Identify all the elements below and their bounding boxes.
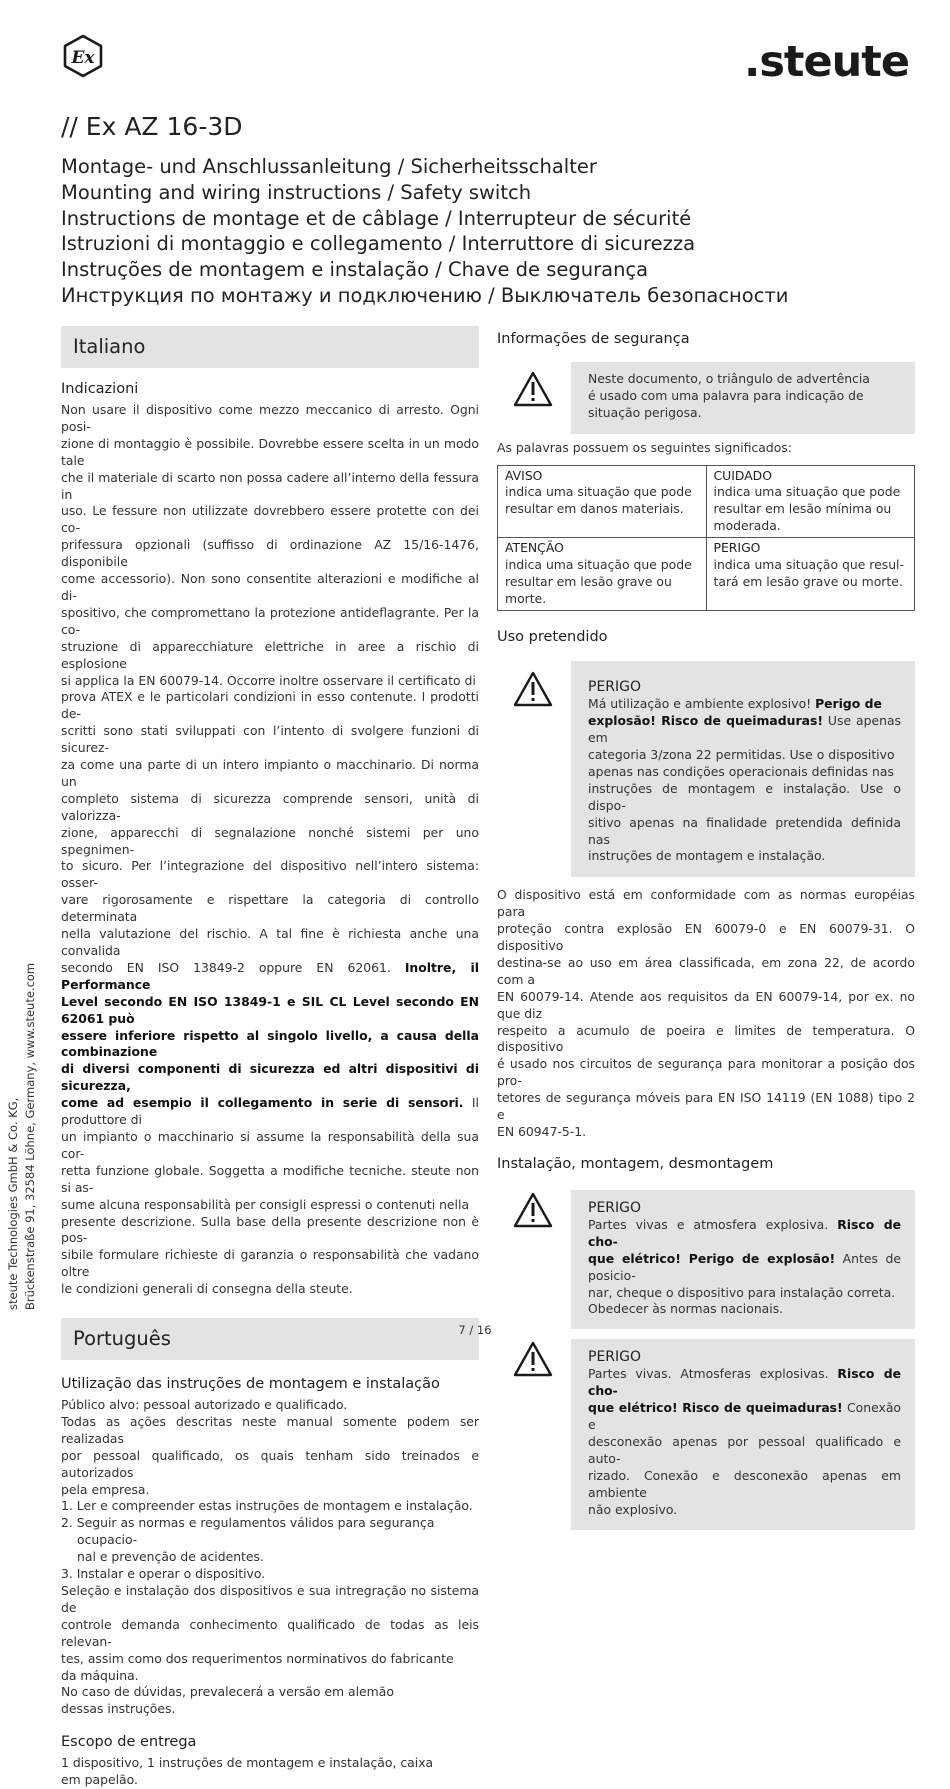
text-line [588,1217,901,1251]
text-line [588,1251,901,1285]
bold-span: Risco de cho- [588,1366,901,1399]
text-line: zione di montaggio è possibile. Dovrebbe essere scelta in un modo tale [61,435,479,468]
safety-info-title: Informações de segurança [497,331,690,347]
bold-span: di diversi componenti di sicurezza ed altri dispositivi di sicurezza, [61,1061,479,1094]
subtitle-fr: Instructions de montage et de câblage / Interrupteur de sécurité [61,206,692,230]
text-line: scritti sono stati sviluppati con l’intento di svolgere funzioni di sicurez- [61,723,479,756]
text-line: é usado nos circuitos de segurança para monitorar a posição dos pro- [497,1056,915,1089]
meanings-label: As palavras possuem os seguintes significados: [497,439,792,455]
bold-span: Inoltre, il Performance [61,959,479,992]
text-line: retta funzione globale. Soggetta a modifiche tecniche. steute non si as- [61,1162,479,1195]
text-line [61,960,479,994]
text-line: instruções de montagem e instalação. [588,848,826,864]
text-line: Todas as ações descritas neste manual somente podem ser realizadas [61,1413,479,1446]
bold-span: essere inferiore rispetto al singolo livello, a causa della combinazione [61,1027,479,1060]
italiano-heading: Italiano [61,326,479,368]
intended-use-title: Uso pretendido [497,629,608,646]
text-line: un impianto o macchinario si assume la responsabilità della sua cor- [61,1128,479,1161]
list-item: 2. Seguir as normas e regulamentos válidos para segurança ocupacio- nal e prevenção de acidentes. [61,1515,435,1565]
indicazioni-title: Indicazioni [61,381,139,397]
signal-word: PERIGO [588,679,642,696]
subtitle-de: Montage- und Anschlussanleitung / Sicherheitsschalter [61,155,597,178]
text-line: indica uma situação que resul- [713,557,904,573]
bold-span: Risco de cho- [588,1216,901,1249]
text-line: Obedecer às normas nacionais. [588,1301,784,1317]
text-line: resultar em lesão grave ou [505,573,672,589]
text-line: indica uma situação que pode [713,484,901,500]
signal-word: PERIGO [588,1349,642,1366]
text-span: Antes de posicio- [588,1250,901,1283]
text-line: che il materiale di scarto non possa cadere all’interno della fessura in [61,469,479,502]
ex-hexagon-logo-icon [61,34,105,78]
text-line: struzione di apparecchiature elettriche in aree a rischio di esplosione [61,638,479,671]
text-line [588,696,901,713]
warning-triangle-icon [513,1192,553,1228]
installation-title: Instalação, montagem, desmontagem [497,1155,774,1172]
bold-span: que elétrico! Risco de queimaduras! [588,1400,843,1416]
svg-text:Ex: Ex [71,48,95,68]
text-line: uso. Le fessure non utilizzate dovrebbero essere protette con dei co- [61,503,479,536]
scope-text [61,1755,479,1789]
bold-span: Level secondo EN ISO 13849-1 e SIL CL Level secondo EN 62061 può [61,993,479,1026]
table-cell-aviso [498,465,707,538]
table-cell-perigo [706,538,915,611]
text-line: za come una parte di un intero impianto o macchinario. Di norma un [61,757,479,789]
text-line: em papelão. [61,1772,138,1788]
text-line: O dispositivo está em conformidade com as normas européias para [497,887,915,920]
text-line: spositivo, che compromettano la protezione antideflagrante. Per la co- [61,604,479,637]
signal-word: CUIDADO [713,467,772,483]
text-line: moderada. [713,517,781,533]
subtitle-list [61,154,941,309]
text-span: secondo EN ISO 13849-2 oppure EN 62061. [61,959,405,975]
subtitle-it: Istruzioni di montaggio e collegamento / Interruttore di sicurezza [61,232,696,256]
text-line [588,1366,901,1400]
text-line: si applica la EN 60079-14. Occorre inoltre osservare il certificato di [61,672,476,688]
text-line: por pessoal qualificado, os quais tenham sido treinados e autorizados [61,1447,479,1480]
text-line: é usado com uma palavra para indicação de [588,387,864,403]
table-row [498,538,915,611]
text-line: categoria 3/zona 22 permitidas. Use o dispositivo [588,746,895,762]
subtitle-ru: Инструкция по монтажу и подключению / Выключатель безопасности [61,283,789,307]
text-line: come accessorio). Non sono consentite alterazioni e modifiche al di- [61,571,479,603]
text-line: le condizioni generali di consegna della steute. [61,1281,353,1297]
text-line: não explosivo. [588,1501,678,1517]
usage-title: Utilização das instruções de montagem e instalação [61,1376,440,1393]
text-line [61,1095,479,1129]
text-line: resultar em danos materiais. [505,501,684,517]
text-line: instruções de montagem e instalação. Use o dispo- [588,780,901,813]
text-line: sitivo apenas na finalidade pretendida definida nas [588,814,901,847]
conformity-text [497,887,915,1141]
text-line: resultar em lesão mínima ou [713,501,892,517]
text-line: da máquina. [61,1667,139,1683]
text-line: EN 60079-14. Atende aos requisitos da EN 60079-14, por ex. no que diz [497,988,915,1021]
text-line: Seleção e instalação dos dispositivos e sua intregração no sistema de [61,1583,479,1615]
right-column [497,330,915,1530]
portugues-heading: Português [61,1318,479,1360]
text-line: situação perigosa. [588,404,702,420]
bold-span: come ad esempio il collegamento in serie di sensori. [61,1095,464,1111]
text-line: nar, cheque o dispositivo para instalação correta. [588,1284,896,1300]
bold-span: explosão! Risco de queimaduras! [588,713,823,729]
signal-word: PERIGO [713,540,761,556]
table-row [498,465,915,538]
text-line: indica uma situação que pode [505,484,692,500]
text-line: nella valutazione del rischio. A tal fine è richiesta anche una convalida [61,926,479,958]
text-line: 1 dispositivo, 1 instruções de montagem e instalação, caixa [61,1755,434,1771]
signal-words-table [497,465,915,612]
safety-intro-box [571,362,915,434]
list-item: 1. Ler e compreender estas instruções de montagem e instalação. [61,1498,473,1514]
text-span: Partes vivas e atmosfera explosiva. [588,1216,838,1232]
company-street: Brückenstraße 91, 32584 Löhne, Germany, www.steute.com [23,962,37,1310]
text-line: rizado. Conexão e desconexão apenas em ambiente [588,1467,901,1500]
usage-text [61,1397,479,1718]
page-number: 7 / 16 [458,1323,492,1337]
subtitle-pt: Instruções de montagem e instalação / Chave de segurança [61,258,649,282]
warning-triangle-icon [513,671,553,707]
subtitle-en: Mounting and wiring instructions / Safety switch [61,180,532,204]
text-line: presente descrizione. Sulla base della presente descrizione non è pos- [61,1213,479,1246]
indicazioni-text [61,402,479,1298]
warning-triangle-icon [513,1341,553,1377]
text-line: completo sistema di sicurezza comprende sensori, unità di valorizza- [61,790,479,823]
text-line: respeito a acumulo de poeira e limites de temperatura. O dispositivo [497,1022,915,1055]
table-cell-atencao [498,538,707,611]
text-line: prifessura opzionali (suffisso di ordinazione AZ 15/16-1476, disponibile [61,537,479,570]
brand-logo: .steute [744,37,909,87]
text-line: EN 60947-5-1. [497,1124,587,1139]
text-line: Neste documento, o triângulo de advertência [588,371,870,386]
intended-use-warning [571,661,915,877]
text-line: destina-se ao uso em área classificada, em zona 22, de acordo com a [497,954,915,987]
warning-triangle-icon [513,371,553,407]
text-line: dessas instruções. [61,1701,176,1717]
company-address [5,963,39,1310]
text-line: tará em lesão grave ou morte. [713,573,903,589]
text-line: controle demanda conhecimento qualificado de todas as leis relevan- [61,1616,479,1649]
text-line: proteção contra explosão EN 60079-0 e EN 60079-31. O dispositivo [497,921,915,954]
text-line: morte. [505,590,547,606]
text-line: indica uma situação que pode [505,557,692,573]
text-line: No caso de dúvidas, prevalecerá a versão em alemão [61,1684,394,1700]
left-column [61,326,479,1789]
text-line: tes, assim como dos requerimentos norminativos do fabricante [61,1650,454,1666]
table-cell-cuidado [706,465,915,538]
scope-title: Escopo de entrega [61,1734,197,1751]
text-line: Non usare il dispositivo come mezzo meccanico di arresto. Ogni posi- [61,402,479,434]
signal-word: ATENÇÃO [505,540,564,556]
installation-warning-2 [571,1339,915,1529]
document-title: // Ex AZ 16-3D [61,112,243,141]
text-line: prova ATEX e le particolari condizioni in esso contenute. I prodotti de- [61,689,479,722]
text-line: apenas nas condições operacionais definidas nas [588,763,894,779]
text-line: zione, apparecchi di segnalazione nonché sistemi per uno spegnimen- [61,824,479,857]
text-line: Público alvo: pessoal autorizado e qualificado. [61,1397,348,1413]
text-span: Use apenas em [588,713,901,746]
text-line [61,1061,479,1095]
list-item: 3. Instalar e operar o dispositivo. [61,1566,266,1582]
text-line [61,1028,479,1062]
text-line [588,713,901,747]
bold-span: Perigo de [815,696,882,712]
installation-warning-1 [571,1190,915,1329]
text-line: sibile formulare richieste di garanzia o responsabilità che vadano oltre [61,1247,479,1280]
text-span: Conexão e [588,1400,901,1433]
text-line: tetores de segurança móveis para EN ISO 14119 (EN 1088) tipo 2 e [497,1090,915,1123]
text-line [588,1400,901,1434]
text-span: Partes vivas. Atmosferas explosivas. [588,1366,838,1382]
bold-span: que elétrico! Perigo de explosão! [588,1250,836,1266]
signal-word: AVISO [505,467,543,483]
text-line: sume alcuna responsabilità per consigli espressi o contenuti nella [61,1196,470,1212]
text-span: Má utilização e ambiente explosivo! [588,696,816,712]
text-line: to sicuro. Per l’integrazione del dispositivo nell’intero sistema: osser- [61,858,479,891]
company-name: steute Technologies GmbH & Co. KG, [6,1097,20,1310]
text-line [61,994,479,1028]
text-line: desconexão apenas por pessoal qualificado e auto- [588,1433,901,1466]
signal-word: PERIGO [588,1199,642,1216]
text-span: Il produttore di [61,1095,479,1128]
text-line: vare rigorosamente e rispettare la categoria di controllo determinata [61,892,479,925]
text-line: pela empresa. [61,1481,150,1497]
